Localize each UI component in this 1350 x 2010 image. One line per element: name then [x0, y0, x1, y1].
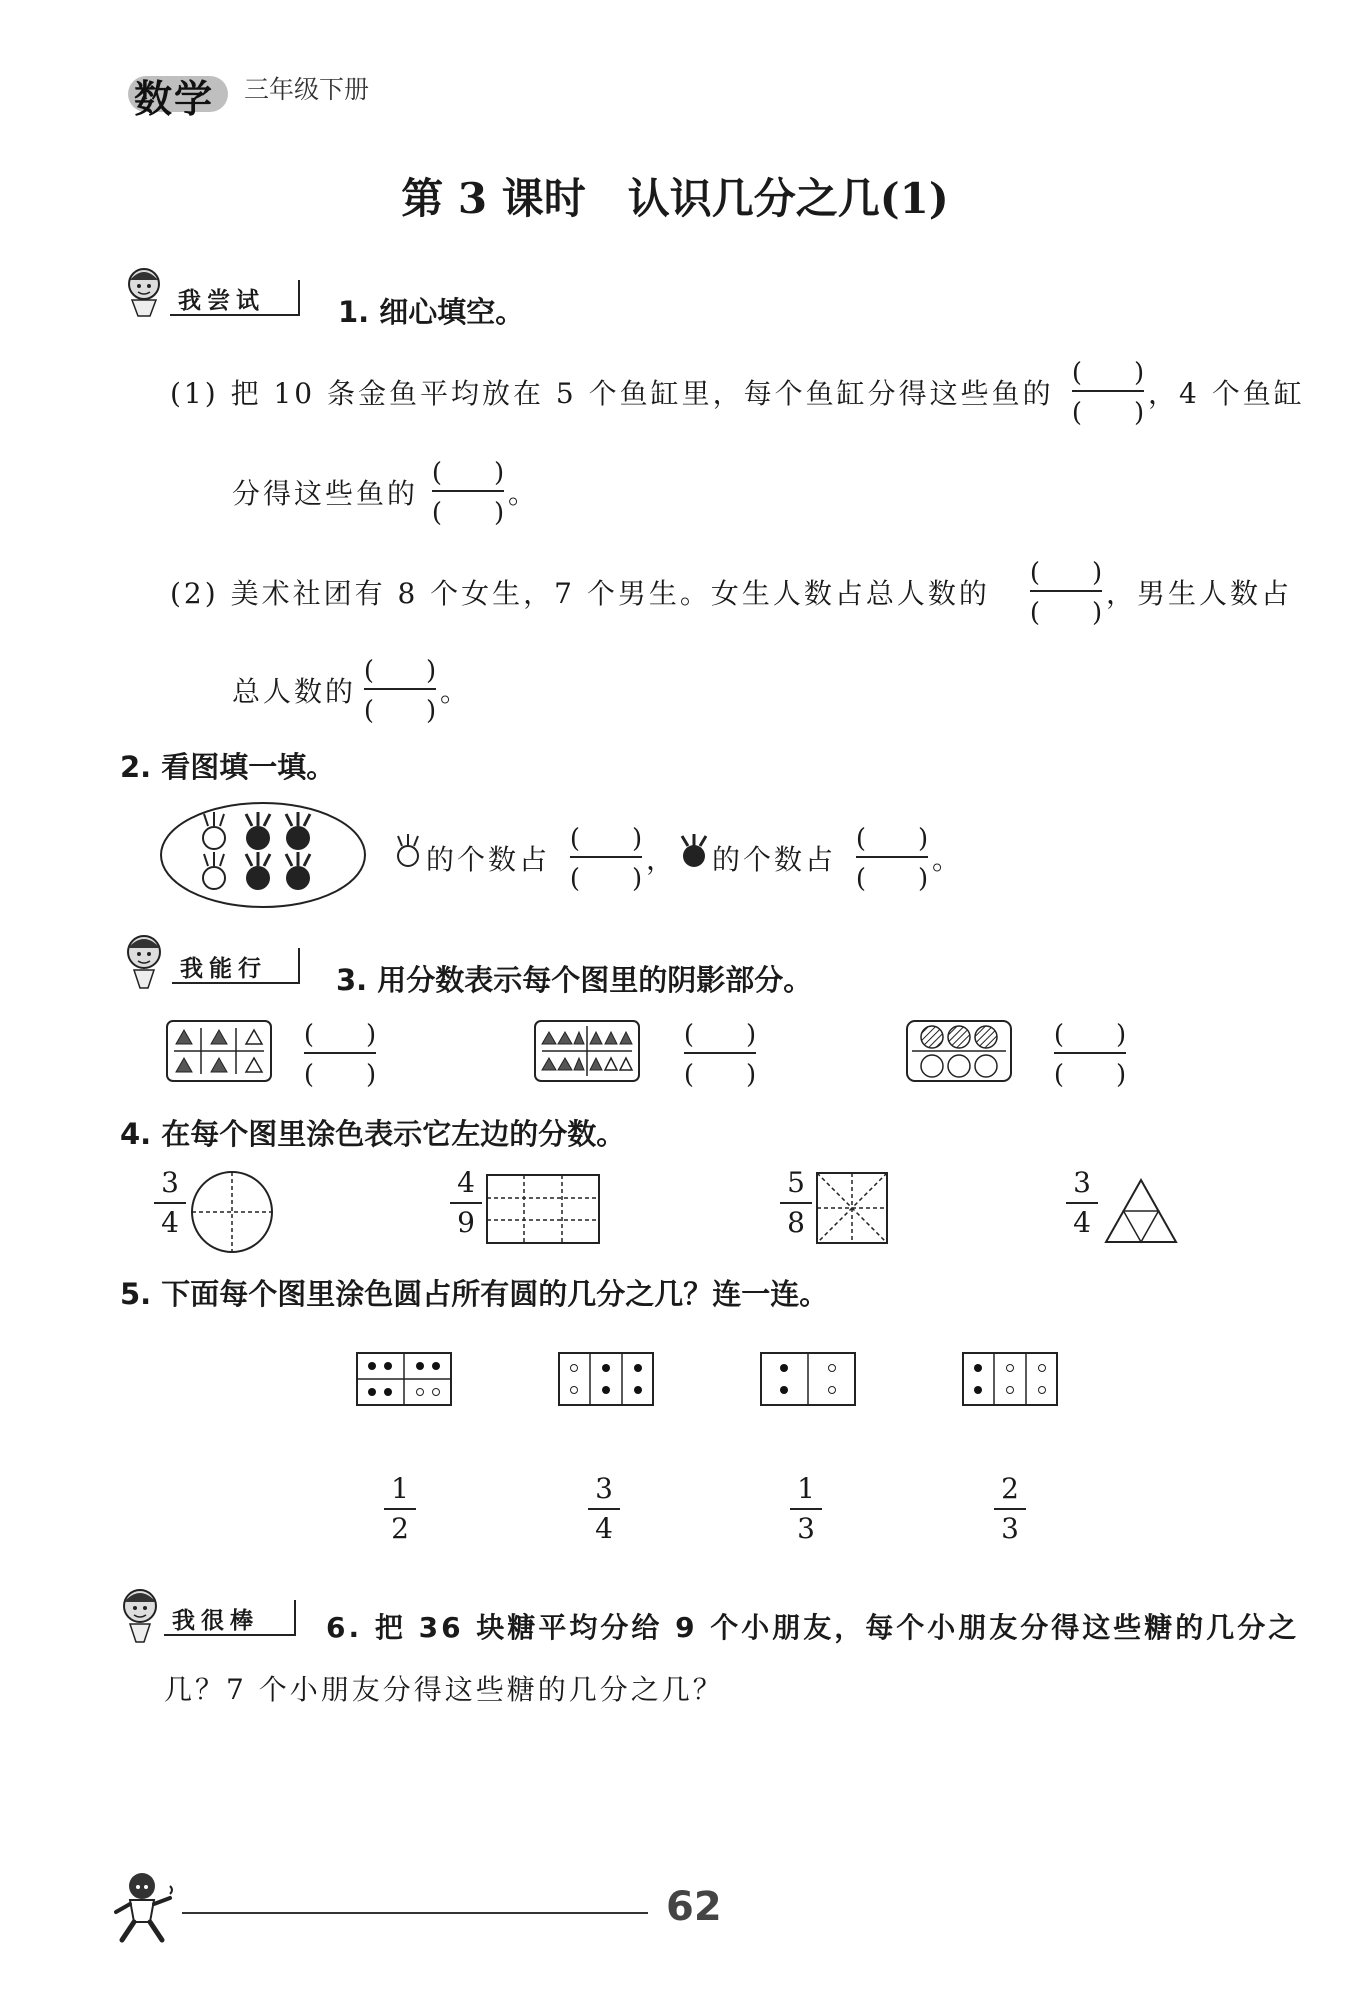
subject-logo — [128, 62, 228, 120]
q6-line1: 6. 把 36 块糖平均分给 9 个小朋友，每个小朋友分得这些糖的几分之 — [326, 1611, 1300, 1644]
q5-heading: 5. 下面每个图里涂色圆占所有圆的几分之几？连一连。 — [120, 1277, 829, 1311]
section-label-can: 我能行 — [180, 956, 267, 982]
subject-label: 数学 — [134, 77, 215, 121]
dark-radish-icon — [246, 812, 270, 850]
fraction-label: 3 4 — [150, 1166, 190, 1240]
q2-part1: 的个数占 — [426, 843, 551, 876]
q1-part1-line1-tail: ，4 个鱼缸 — [1148, 377, 1305, 410]
fraction-option: 1 3 — [786, 1472, 826, 1546]
section-badge-great — [112, 1582, 322, 1646]
triangle-grid-figure — [534, 1020, 640, 1082]
q3-heading: 3. 用分数表示每个图里的阴影部分。 — [336, 963, 813, 997]
answer-blank: ( ) ( ) — [855, 824, 929, 894]
q1-part2-line1: (2) 美术社团有 8 个女生，7 个男生。女生人数占总人数的 — [170, 577, 990, 610]
rectangle-ninths-figure — [486, 1174, 600, 1244]
square-eighths-figure — [816, 1172, 888, 1244]
grade-label: 三年级下册 — [244, 75, 370, 104]
q1-heading: 1. 细心填空。 — [338, 295, 525, 329]
answer-blank: ( ) ( ) — [303, 1020, 377, 1090]
answer-blank: ( ) ( ) — [683, 1020, 757, 1090]
fraction-option: 1 2 — [380, 1472, 420, 1546]
fraction-label: 4 9 — [446, 1166, 486, 1240]
q2-end: 。 — [932, 843, 964, 876]
footer-rule — [182, 1912, 648, 1914]
section-badge-try — [118, 262, 318, 322]
dark-radish-icon — [286, 812, 310, 850]
triangle-quarters-figure — [1104, 1178, 1178, 1244]
fraction-option: 3 4 — [584, 1472, 624, 1546]
q6-line2: 几？7 个小朋友分得这些糖的几分之几？ — [164, 1673, 724, 1706]
section-badge-can — [118, 928, 318, 992]
dot-box-figure — [760, 1352, 856, 1406]
section-label-try: 我尝试 — [178, 288, 265, 314]
answer-blank: ( ) ( ) — [431, 458, 505, 528]
page-number: 62 — [666, 1884, 722, 1930]
triangle-grid-figure — [166, 1020, 272, 1082]
q2-sep: ， — [646, 843, 678, 876]
answer-blank: ( ) ( ) — [1071, 358, 1145, 428]
q4-heading: 4. 在每个图里涂色表示它左边的分数。 — [120, 1117, 626, 1151]
dot-box-figure — [356, 1352, 452, 1406]
dot-box-figure — [558, 1352, 654, 1406]
circle-quarters-figure — [190, 1170, 274, 1254]
dark-radish-icon — [676, 834, 712, 870]
q2-heading: 2. 看图填一填。 — [120, 750, 336, 784]
white-radish-icon — [203, 852, 225, 889]
q1-part1-line2: 分得这些鱼的 — [232, 477, 419, 510]
answer-blank: ( ) ( ) — [363, 656, 437, 726]
radish-ellipse-diagram — [158, 800, 368, 910]
answer-blank: ( ) ( ) — [569, 824, 643, 894]
girl-mascot-icon — [118, 928, 178, 992]
dot-box-figure — [962, 1352, 1058, 1406]
q1-part2-line1-tail: ，男生人数占 — [1106, 577, 1293, 610]
q1-part2-line2: 总人数的 — [232, 675, 357, 708]
dark-radish-icon — [286, 852, 310, 890]
girl-mascot-icon — [112, 1582, 172, 1646]
q2-part2: 的个数占 — [712, 843, 837, 876]
running-kid-icon — [112, 1870, 182, 1946]
answer-blank: ( ) ( ) — [1029, 558, 1103, 628]
lesson-title: 第 3 课时 认识几分之几(1) — [401, 174, 949, 223]
q1-part2-line2-tail: 。 — [440, 675, 472, 708]
white-radish-icon — [203, 812, 225, 849]
q1-part1-line1: (1) 把 10 条金鱼平均放在 5 个鱼缸里，每个鱼缸分得这些鱼的 — [170, 377, 1054, 410]
fraction-option: 2 3 — [990, 1472, 1030, 1546]
fraction-label: 3 4 — [1062, 1166, 1102, 1240]
fraction-label: 5 8 — [776, 1166, 816, 1240]
girl-mascot-icon — [118, 262, 178, 322]
section-label-great: 我很棒 — [172, 1608, 259, 1634]
white-radish-icon — [390, 834, 426, 870]
circle-grid-figure — [906, 1020, 1012, 1082]
q1-part1-line2-tail: 。 — [508, 477, 540, 510]
answer-blank: ( ) ( ) — [1053, 1020, 1127, 1090]
dark-radish-icon — [246, 852, 270, 890]
